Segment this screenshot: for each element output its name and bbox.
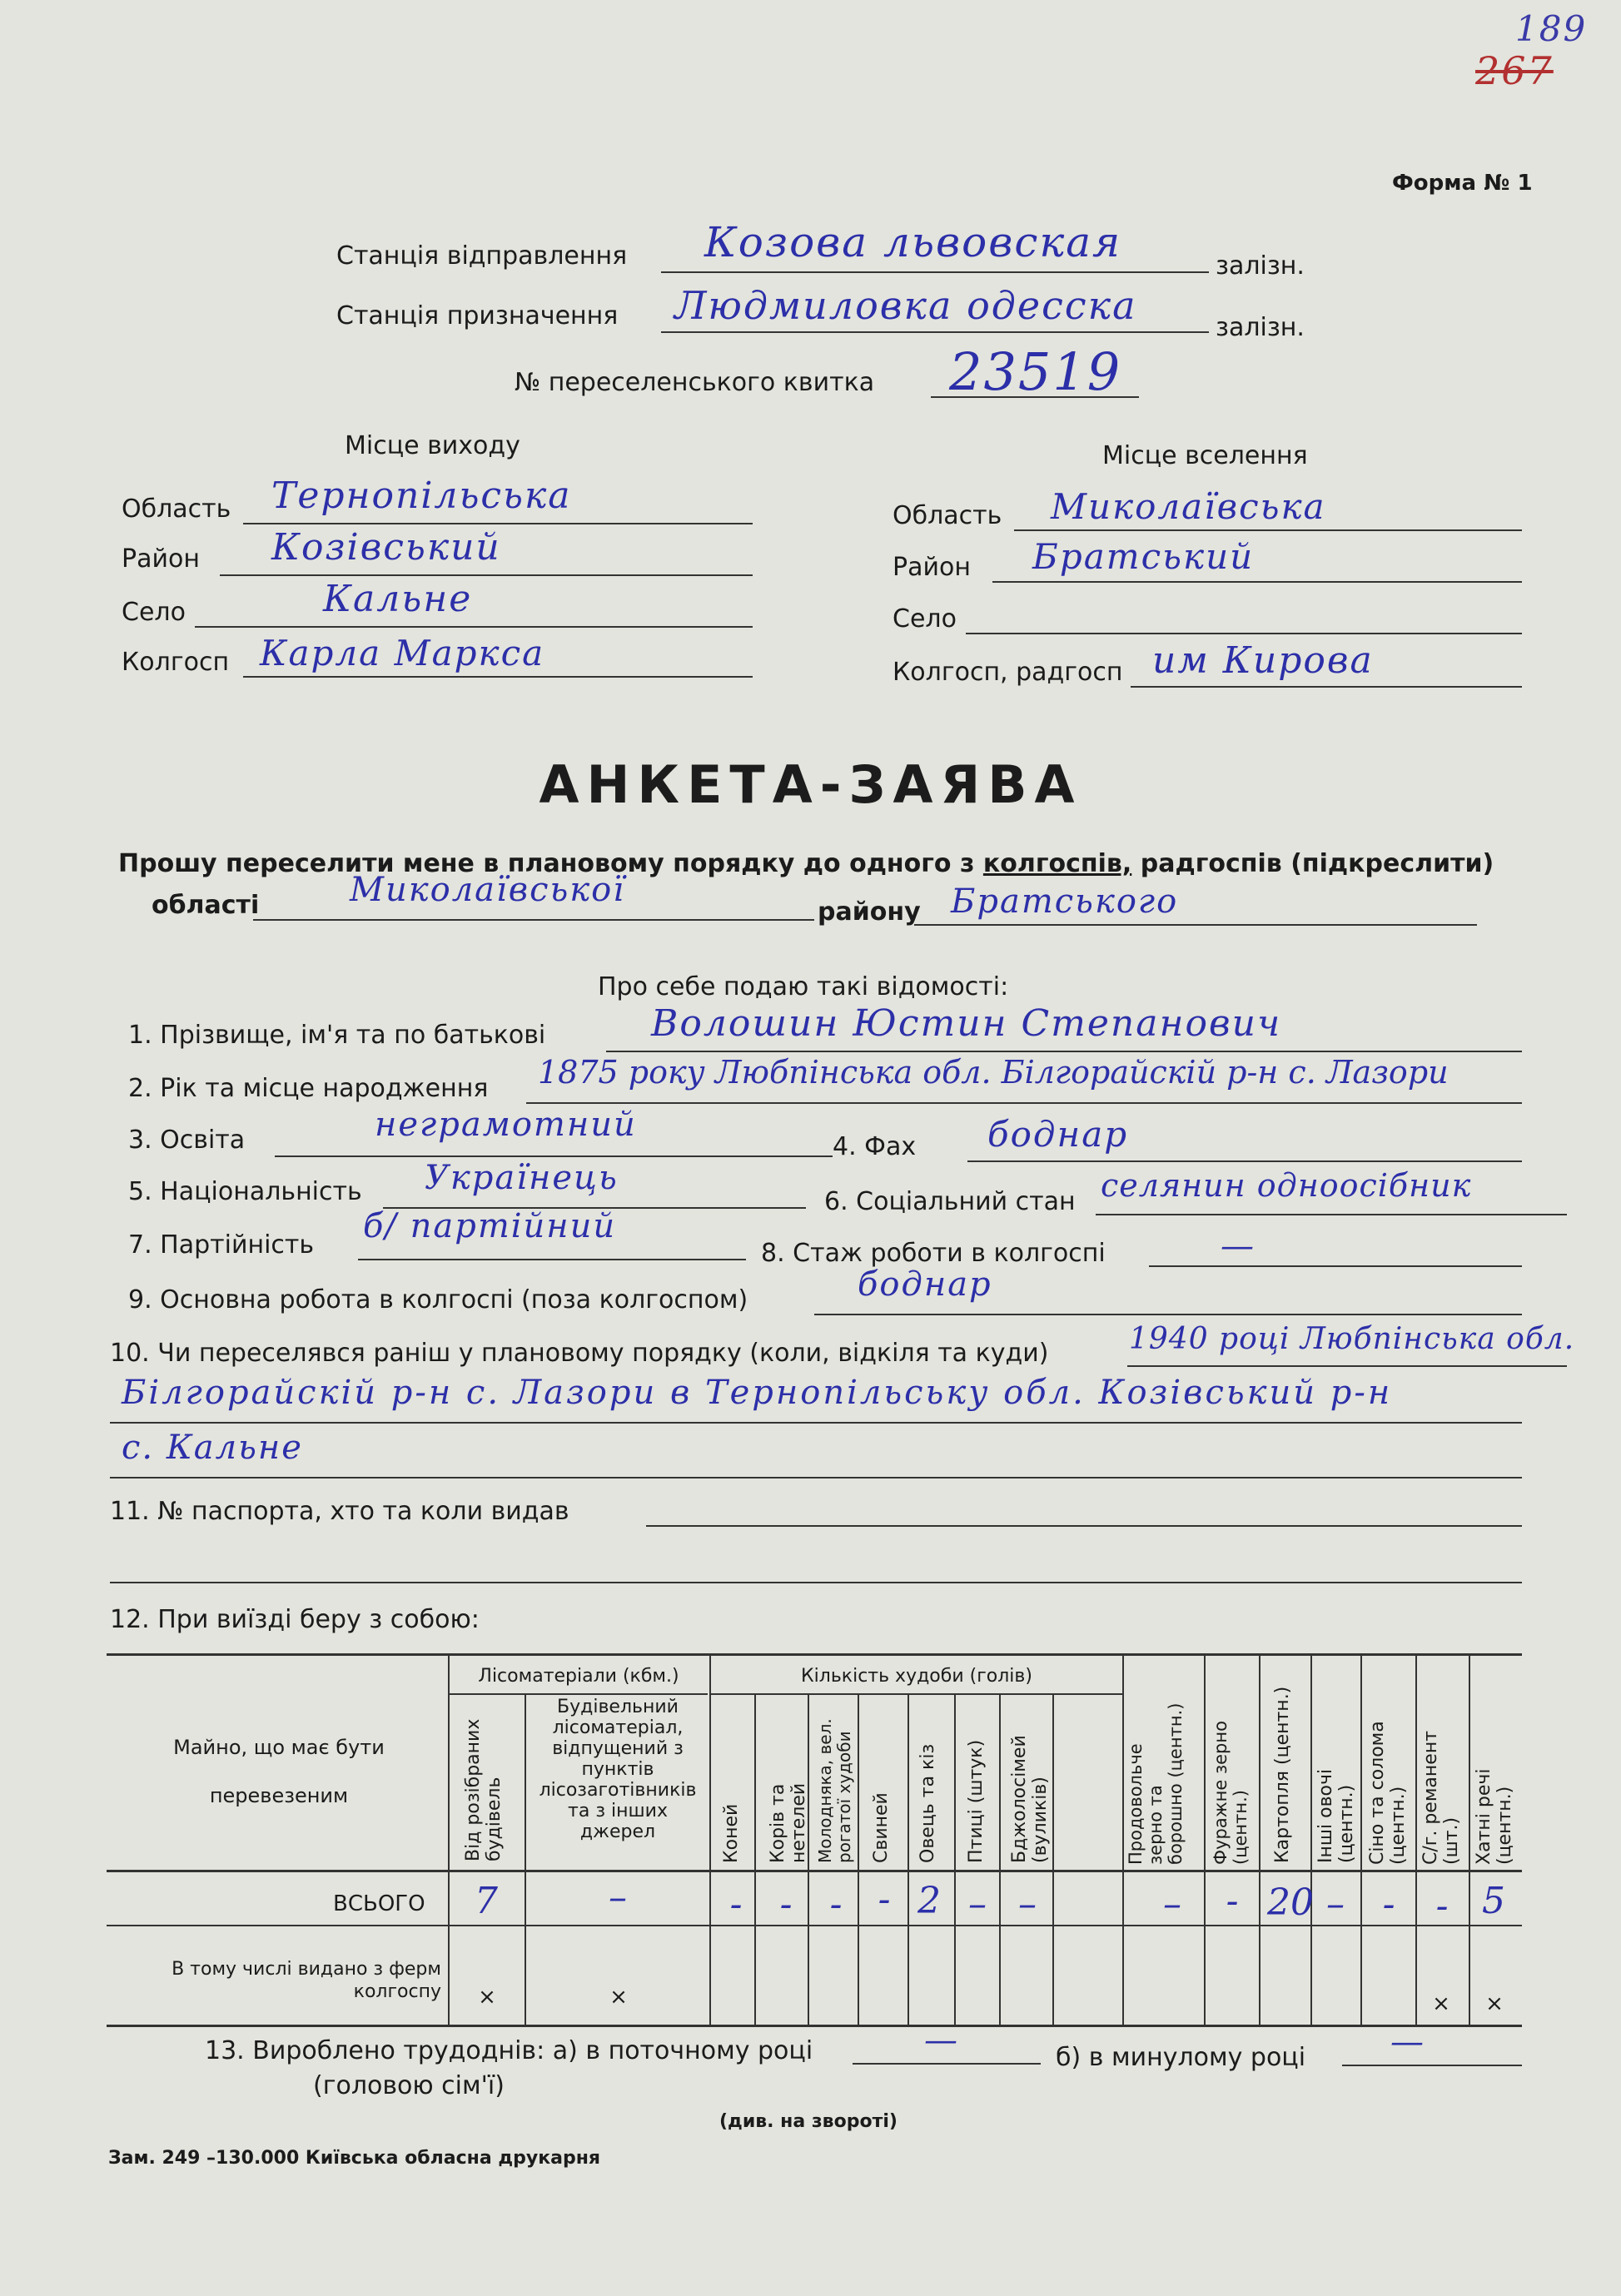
railway-suffix-1: залізн. bbox=[1216, 251, 1305, 281]
table-col-5: Свиней bbox=[871, 1792, 892, 1863]
settle-kolhosp-label: Колгосп, радгосп bbox=[893, 658, 1123, 687]
info-intro: Про себе подаю такі відомості: bbox=[598, 972, 1009, 1001]
item-6-label: 6. Соціальний стан bbox=[824, 1187, 1076, 1216]
item-4-value: боднар bbox=[987, 1114, 1129, 1155]
item-7-label: 7. Партійність bbox=[128, 1230, 315, 1260]
item-13-prev-value: — bbox=[1390, 2023, 1425, 2061]
footer-note: (див. на звороті) bbox=[719, 2111, 898, 2132]
item-13-current-value: — bbox=[924, 2021, 959, 2060]
exit-kolhosp-value: Карла Маркса bbox=[260, 633, 545, 673]
farm-mark-0: × bbox=[478, 1985, 496, 2010]
table-col-4: Молодняка, вел. рогатої худоби bbox=[815, 1718, 854, 1863]
item-10-value-2: Білгорайскій р-н с. Лазори в Тернопільську обл. Козівський р-н bbox=[122, 1374, 1393, 1412]
item-11-line-1 bbox=[646, 1525, 1522, 1527]
exit-oblast-label: Область bbox=[122, 494, 231, 524]
item-1-value: Волошин Юстин Степанович bbox=[651, 1002, 1282, 1045]
settle-oblast-label: Область bbox=[893, 501, 1002, 530]
table-col-10: Фуражне зерно (центн.) bbox=[1211, 1721, 1251, 1865]
total-cell-6: 2 bbox=[917, 1880, 941, 1922]
table-col-6: Овець та кіз bbox=[917, 1743, 938, 1863]
item-8-label: 8. Стаж роботи в колгоспі bbox=[761, 1239, 1106, 1268]
request-raion-value: Братського bbox=[951, 882, 1179, 921]
item-10-value-3: с. Кальне bbox=[122, 1429, 303, 1467]
table-property-header: Майно, що має бути перевезеним bbox=[173, 1736, 385, 1807]
item-13-label: 13. Вироблено трудоднів: а) в поточному році bbox=[205, 2036, 813, 2065]
total-cell-2: - bbox=[729, 1883, 743, 1926]
total-cell-8: – bbox=[1018, 1883, 1037, 1926]
table-col-8: Бджолосімей (вуликів) bbox=[1009, 1735, 1051, 1863]
table-col-1: Будівельний лісоматеріал, відпущений з пунктів лісозаготівників та з інших джерел bbox=[539, 1697, 697, 1842]
exit-place-title: Місце виходу bbox=[345, 431, 520, 460]
item-7-value: б/ партійний bbox=[363, 1207, 617, 1245]
destination-label: Станція призначення bbox=[336, 301, 619, 330]
item-10-value-1: 1940 році Любпінська обл. bbox=[1129, 1322, 1575, 1356]
settle-kolhosp-value: им Кирова bbox=[1152, 639, 1374, 682]
item-2-label: 2. Рік та місце народження bbox=[128, 1074, 489, 1103]
item-8-value: — bbox=[1221, 1227, 1256, 1265]
exit-raion-label: Район bbox=[122, 544, 200, 574]
form-label: Форма № 1 bbox=[1392, 171, 1533, 196]
request-oblast-label: області bbox=[152, 891, 260, 920]
farm-mark-15: × bbox=[1485, 1991, 1504, 2016]
ticket-label: № переселенського квитка bbox=[515, 368, 875, 397]
total-cell-9: – bbox=[1163, 1883, 1181, 1926]
table-col-0: Від розібраних будівель bbox=[463, 1718, 505, 1861]
departure-value: Козова львовская bbox=[704, 218, 1122, 266]
item-5-value: Українець bbox=[425, 1159, 619, 1197]
exit-raion-line bbox=[220, 574, 753, 576]
request-raion-label: району bbox=[818, 897, 921, 927]
main-title: АНКЕТА-ЗАЯВА bbox=[539, 754, 1082, 815]
item-10-line-2 bbox=[110, 1422, 1522, 1424]
destination-value: Людмиловка одесска bbox=[674, 283, 1137, 328]
item-10-line-3 bbox=[110, 1477, 1522, 1478]
request-text-end: радгоспів (підкреслити) bbox=[1140, 849, 1494, 878]
table-col-15: Хатні речі (центн.) bbox=[1474, 1768, 1515, 1865]
item-6-value: селянин одноосібник bbox=[1101, 1167, 1472, 1204]
exit-kolhosp-line bbox=[243, 676, 753, 678]
table-col-13: Сіно та солома (центн.) bbox=[1367, 1721, 1409, 1865]
settle-raion-line bbox=[992, 581, 1522, 583]
item-9-value: боднар bbox=[858, 1265, 992, 1304]
exit-kolhosp-label: Колгосп bbox=[122, 648, 230, 677]
ticket-value: 23519 bbox=[949, 341, 1122, 402]
item-7-line bbox=[358, 1259, 746, 1260]
item-4-label: 4. Фах bbox=[833, 1132, 917, 1161]
total-cell-1: – bbox=[609, 1876, 627, 1919]
item-9-label: 9. Основна робота в колгоспі (поза колгоспом) bbox=[128, 1285, 748, 1314]
settle-raion-label: Район bbox=[893, 553, 971, 582]
settle-selo-line bbox=[966, 633, 1522, 634]
item-8-line bbox=[1149, 1265, 1522, 1267]
table-col-11: Картопля (центн.) bbox=[1272, 1686, 1293, 1863]
railway-suffix-2: залізн. bbox=[1216, 313, 1305, 342]
farm-mark-1: × bbox=[609, 1985, 628, 2010]
settle-selo-label: Село bbox=[893, 604, 957, 634]
item-1-label: 1. Прізвище, ім'я та по батькові bbox=[128, 1021, 546, 1050]
item-9-line bbox=[814, 1314, 1522, 1315]
table-farm-label: В тому числі видано з ферм колгоспу bbox=[172, 1959, 441, 2002]
item-13-sub: (головою сім'ї) bbox=[313, 2071, 505, 2100]
settle-place-title: Місце вселення bbox=[1102, 441, 1308, 470]
item-13-prev-line bbox=[1342, 2065, 1522, 2066]
table-col-7: Птиці (штук) bbox=[966, 1739, 987, 1863]
item-13-prev-label: б) в минулому році bbox=[1056, 2043, 1306, 2072]
table-col-3: Корів та нетелей bbox=[768, 1782, 809, 1863]
item-12-label: 12. При виїзді беру з собою: bbox=[110, 1605, 480, 1634]
item-5-label: 5. Національність bbox=[128, 1177, 362, 1206]
table-col-12: Інші овочі (центн.) bbox=[1315, 1768, 1357, 1863]
item-3-label: 3. Освіта bbox=[128, 1126, 246, 1155]
exit-oblast-value: Тернопільська bbox=[271, 475, 572, 517]
request-oblast-value: Миколаївської bbox=[350, 871, 626, 909]
page-number-struck: 267 bbox=[1475, 48, 1554, 93]
settle-oblast-line bbox=[1014, 529, 1522, 531]
item-2-line bbox=[526, 1102, 1522, 1104]
request-line bbox=[118, 849, 1494, 878]
printer-info: Зам. 249 –130.000 Київська обласна друкарня bbox=[108, 2148, 601, 2169]
item-2-value: 1875 року Любпінська обл. Білгорайскій р-н с. Лазори bbox=[538, 1054, 1449, 1091]
exit-raion-value: Козівський bbox=[271, 526, 501, 569]
item-4-line bbox=[967, 1160, 1522, 1162]
item-1-line bbox=[606, 1051, 1522, 1052]
item-11-line-2 bbox=[110, 1582, 1522, 1583]
request-underlined: колгоспів, bbox=[982, 849, 1132, 878]
departure-line bbox=[661, 271, 1209, 273]
total-cell-3: - bbox=[779, 1883, 793, 1926]
table-total-label: ВСЬОГО bbox=[333, 1891, 425, 1916]
item-10-label: 10. Чи переселявся раніш у плановому порядку (коли, відкіля та куди) bbox=[110, 1339, 1049, 1368]
item-3-value: неграмотний bbox=[375, 1106, 637, 1144]
item-11-label: 11. № паспорта, хто та коли видав bbox=[110, 1497, 569, 1526]
settle-oblast-value: Миколаївська bbox=[1051, 486, 1326, 527]
total-cell-12: – bbox=[1326, 1883, 1345, 1926]
total-cell-11: 20 bbox=[1267, 1881, 1314, 1924]
total-cell-5: - bbox=[878, 1878, 891, 1921]
total-cell-10: - bbox=[1226, 1880, 1239, 1922]
table-livestock-group: Кількість худоби (голів) bbox=[801, 1666, 1032, 1687]
total-cell-7: – bbox=[968, 1883, 987, 1926]
exit-selo-value: Кальне bbox=[323, 578, 473, 620]
request-oblast-line bbox=[253, 919, 814, 921]
exit-selo-label: Село bbox=[122, 598, 186, 627]
request-text: Прошу переселити мене в плановому порядку до одного з bbox=[118, 849, 975, 878]
table-timber-group: Лісоматеріали (кбм.) bbox=[478, 1666, 679, 1687]
settle-kolhosp-line bbox=[1131, 686, 1522, 688]
table-col-2: Коней bbox=[721, 1803, 742, 1863]
table-col-9: Продовольче зерно та борошно (центн.) bbox=[1126, 1702, 1186, 1865]
total-cell-13: - bbox=[1382, 1883, 1395, 1926]
item-10-line-1 bbox=[1127, 1365, 1567, 1367]
item-3-line bbox=[275, 1155, 833, 1157]
total-cell-14: - bbox=[1435, 1885, 1449, 1927]
total-cell-15: 5 bbox=[1482, 1880, 1505, 1922]
item-6-line bbox=[1096, 1214, 1567, 1215]
departure-label: Станція відправлення bbox=[336, 241, 628, 271]
page-number: 189 bbox=[1515, 8, 1588, 49]
total-cell-0: 7 bbox=[475, 1880, 498, 1922]
request-raion-line bbox=[914, 924, 1477, 926]
farm-mark-14: × bbox=[1432, 1991, 1450, 2016]
destination-line bbox=[661, 331, 1209, 333]
exit-selo-line bbox=[195, 626, 753, 628]
settle-raion-value: Братський bbox=[1032, 536, 1255, 577]
total-cell-4: - bbox=[829, 1883, 843, 1926]
item-13-current-line bbox=[853, 2063, 1041, 2065]
table-col-14: С/г. реманент (шт.) bbox=[1420, 1730, 1462, 1865]
exit-oblast-line bbox=[243, 523, 753, 524]
